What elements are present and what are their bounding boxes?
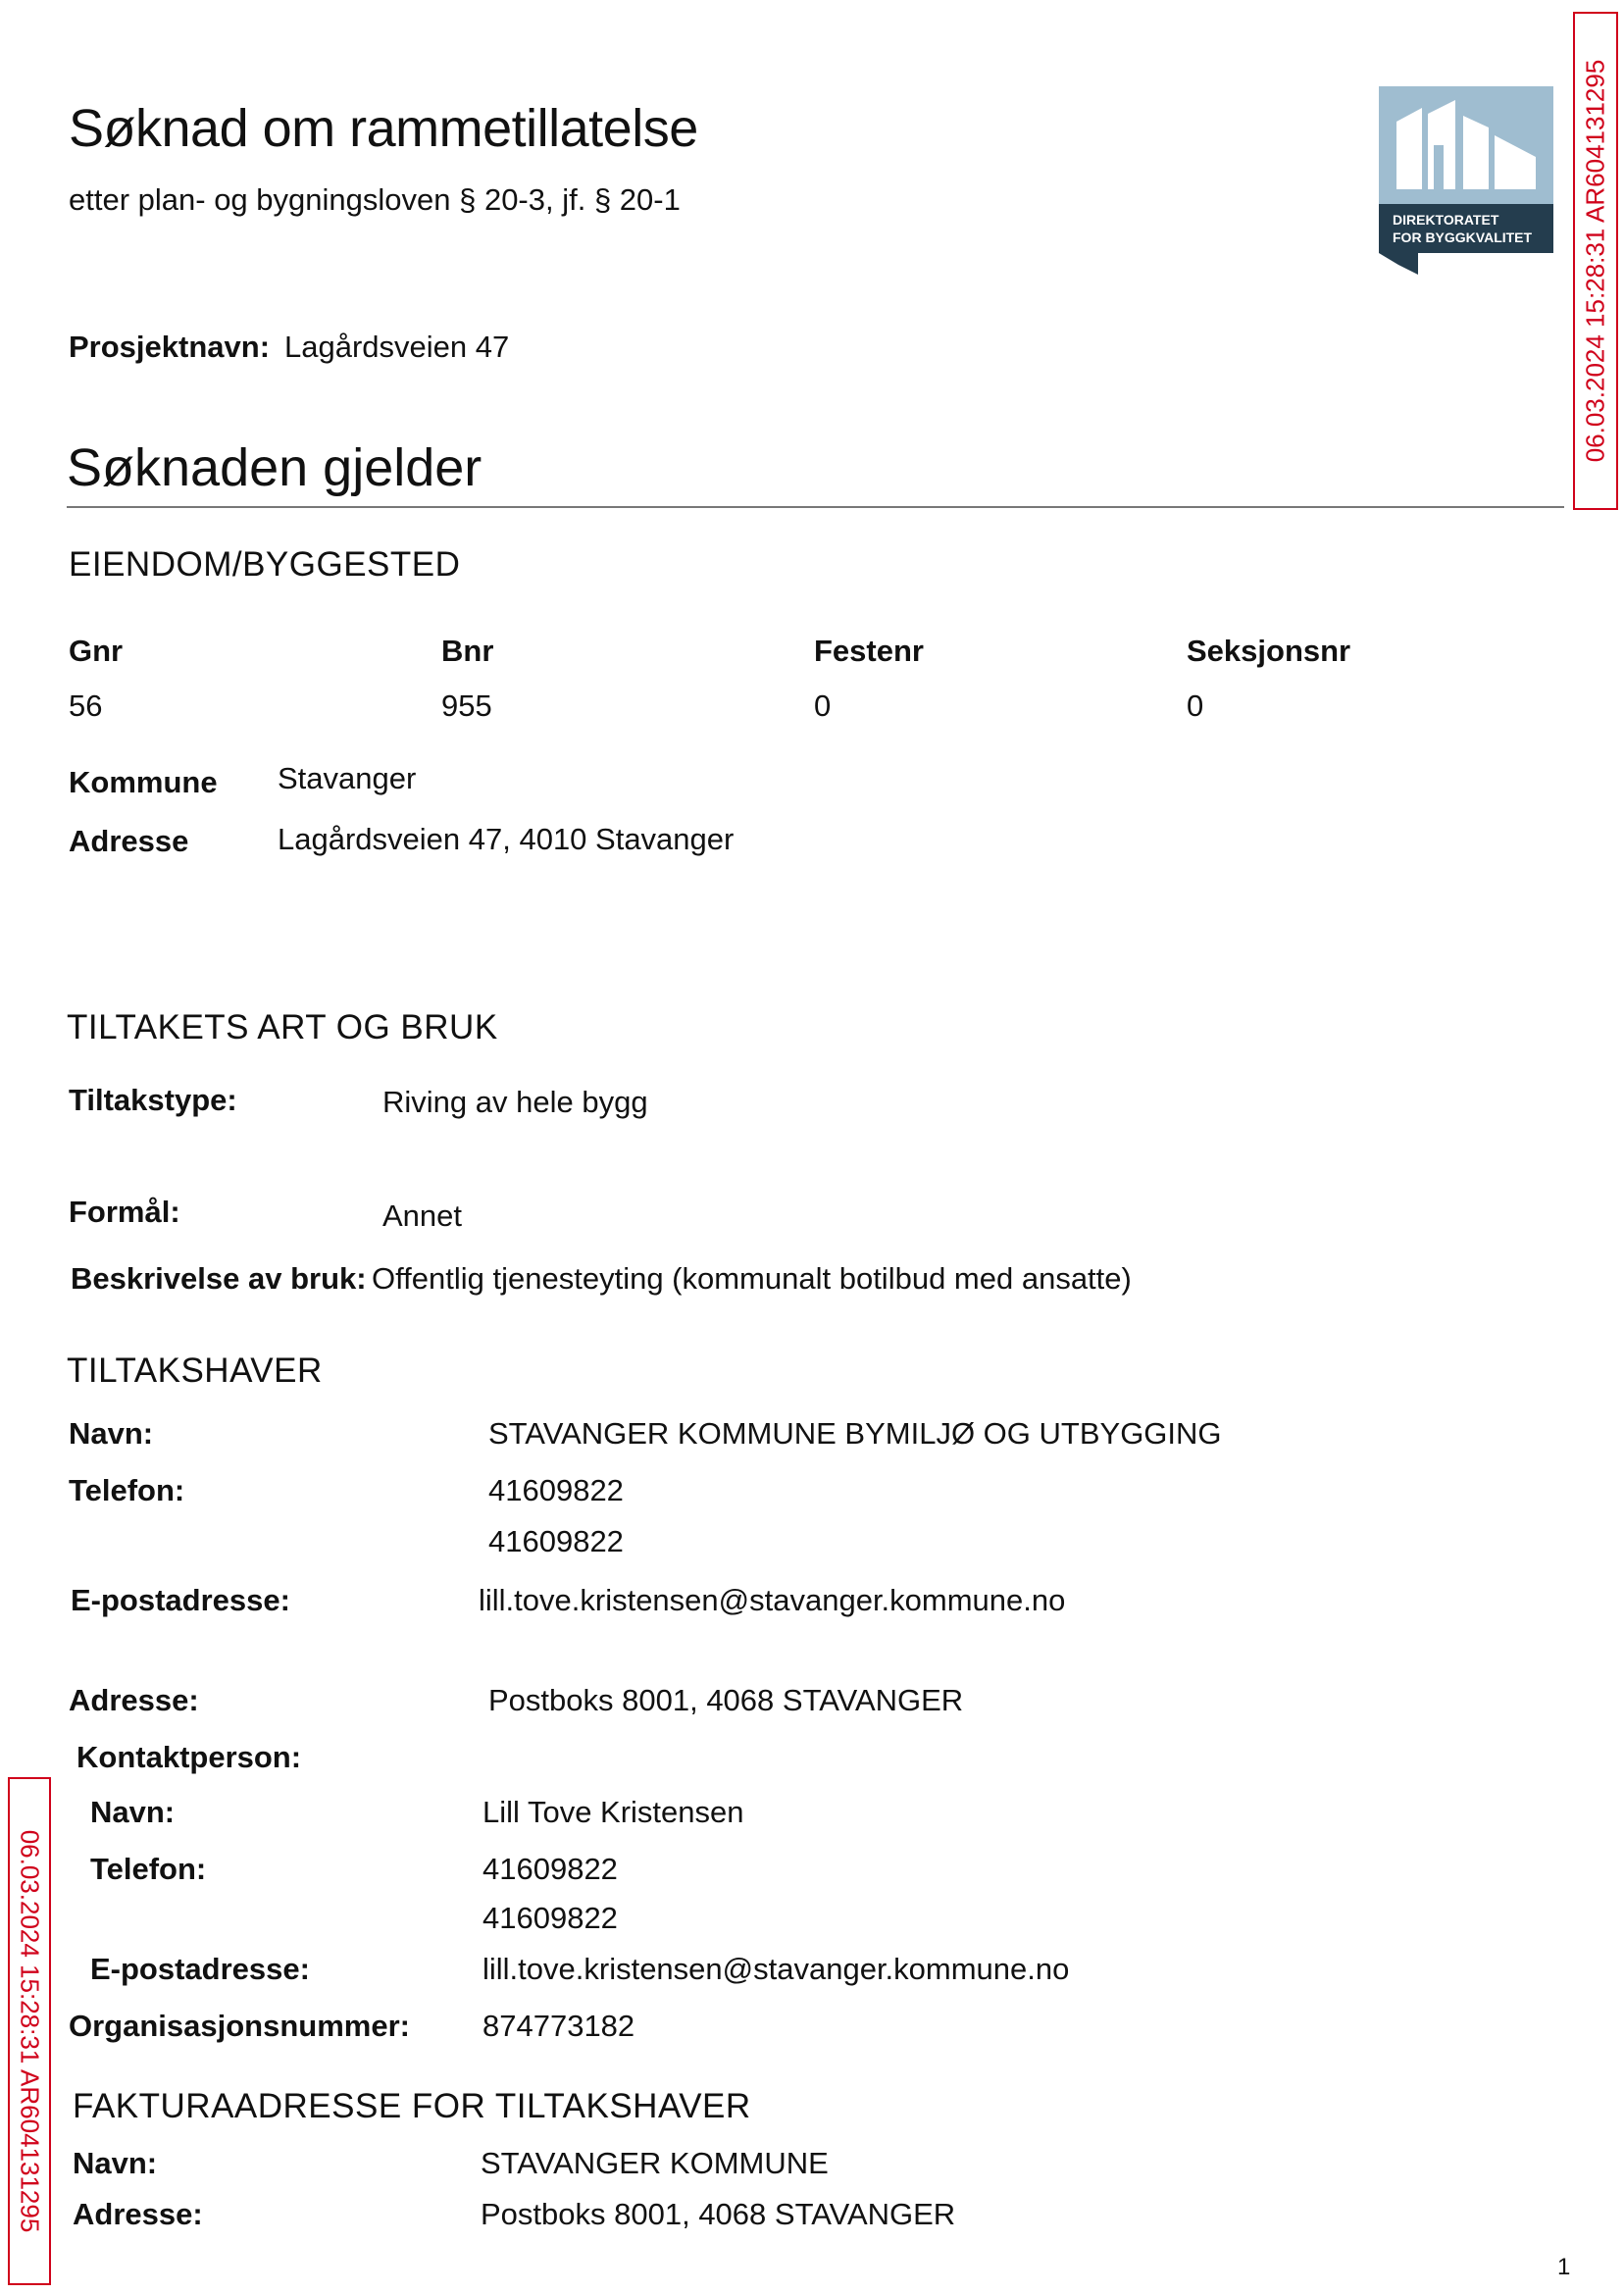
tiltakshaver-heading: TILTAKSHAVER	[67, 1351, 323, 1390]
bruk-value: Offentlig tjenesteyting (kommunalt botilbud med ansatte)	[372, 1261, 1132, 1296]
kontakt-telefon-1: 41609822	[482, 1852, 618, 1886]
stamp-left-text: 06.03.2024 15:28:31 AR604131295	[15, 1829, 45, 2233]
tiltak-heading: TILTAKETS ART OG BRUK	[67, 1008, 498, 1046]
kontakt-telefon-label: Telefon:	[90, 1852, 207, 1886]
festenr-value: 0	[814, 688, 832, 723]
faktura-adresse-value: Postboks 8001, 4068 STAVANGER	[481, 2197, 956, 2231]
festenr-label: Festenr	[814, 634, 924, 668]
tiltakshaver-telefon-label: Telefon:	[69, 1473, 185, 1507]
tiltakshaver-adresse-value: Postboks 8001, 4068 STAVANGER	[488, 1683, 964, 1717]
bruk-label: Beskrivelse av bruk:	[71, 1261, 367, 1296]
kommune-value: Stavanger	[278, 761, 417, 795]
section-title: Søknaden gjelder	[67, 438, 482, 497]
project-value: Lagårdsveien 47	[284, 330, 510, 364]
document-title: Søknad om rammetillatelse	[69, 99, 698, 158]
tiltakshaver-epost-label: E-postadresse:	[71, 1583, 290, 1617]
faktura-navn-value: STAVANGER KOMMUNE	[481, 2146, 829, 2180]
section-divider	[67, 506, 1564, 508]
project-label: Prosjektnavn:	[69, 330, 271, 364]
tiltakshaver-telefon-2: 41609822	[488, 1524, 624, 1558]
orgnr-value: 874773182	[482, 2009, 635, 2043]
gnr-value: 56	[69, 688, 103, 723]
kontakt-navn-label: Navn:	[90, 1795, 176, 1829]
property-heading: EIENDOM/BYGGESTED	[69, 545, 461, 584]
bnr-value: 955	[441, 688, 492, 723]
formal-label: Formål:	[69, 1195, 180, 1229]
page-number: 1	[1557, 2254, 1571, 2280]
stamp-right	[1573, 12, 1618, 510]
seksjonsnr-label: Seksjonsnr	[1187, 634, 1351, 668]
tiltakshaver-adresse-label: Adresse:	[69, 1683, 199, 1717]
logo-line2: FOR BYGGKVALITET	[1393, 229, 1533, 245]
adresse-value: Lagårdsveien 47, 4010 Stavanger	[278, 822, 735, 856]
tiltakstype-value: Riving av hele bygg	[382, 1085, 648, 1119]
kontaktperson-label: Kontaktperson:	[76, 1740, 302, 1774]
seksjonsnr-value: 0	[1187, 688, 1204, 723]
stamp-left	[8, 1777, 51, 2285]
stamp-right-text: 06.03.2024 15:28:31 AR604131295	[1580, 59, 1610, 463]
kontakt-navn-value: Lill Tove Kristensen	[482, 1795, 744, 1829]
adresse-label: Adresse	[69, 824, 189, 858]
kommune-label: Kommune	[69, 765, 218, 799]
faktura-heading: FAKTURAADRESSE FOR TILTAKSHAVER	[73, 2087, 751, 2125]
logo-line1: DIREKTORATET	[1393, 212, 1499, 228]
orgnr-label: Organisasjonsnummer:	[69, 2009, 410, 2043]
kontakt-epost-value: lill.tove.kristensen@stavanger.kommune.no	[482, 1952, 1070, 1986]
dibk-logo	[1379, 86, 1553, 275]
tiltakshaver-navn-label: Navn:	[69, 1416, 154, 1451]
formal-value: Annet	[382, 1198, 463, 1233]
faktura-adresse-label: Adresse:	[73, 2197, 203, 2231]
tiltakshaver-navn-value: STAVANGER KOMMUNE BYMILJØ OG UTBYGGING	[488, 1416, 1222, 1451]
kontakt-epost-label: E-postadresse:	[90, 1952, 310, 1986]
tiltakshaver-epost-value: lill.tove.kristensen@stavanger.kommune.no	[479, 1583, 1066, 1617]
faktura-navn-label: Navn:	[73, 2146, 158, 2180]
bnr-label: Bnr	[441, 634, 494, 668]
document-subtitle: etter plan- og bygningsloven § 20-3, jf. § 20-1	[69, 182, 681, 217]
kontakt-telefon-2: 41609822	[482, 1901, 618, 1935]
gnr-label: Gnr	[69, 634, 124, 668]
tiltakshaver-telefon-1: 41609822	[488, 1473, 624, 1507]
tiltakstype-label: Tiltakstype:	[69, 1083, 237, 1117]
